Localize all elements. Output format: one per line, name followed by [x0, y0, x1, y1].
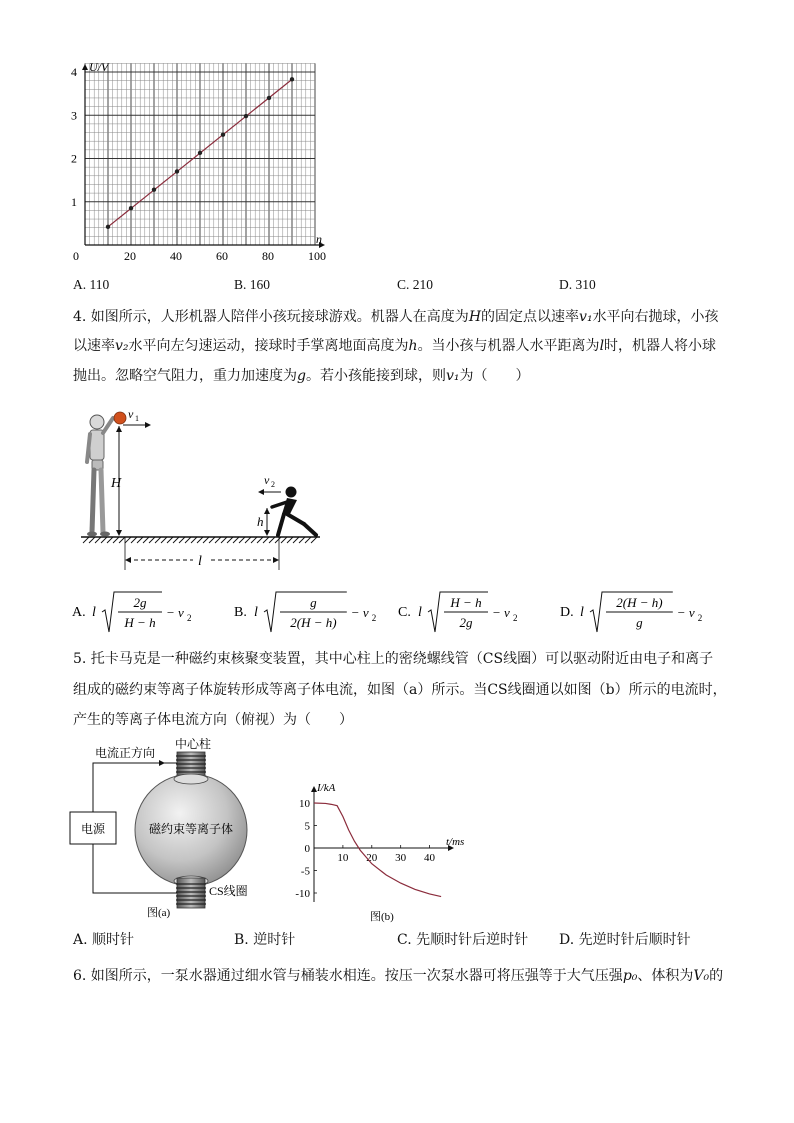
var-h: h	[408, 338, 418, 354]
x-tick-label: 40	[170, 249, 182, 263]
y-tick-label: 0	[304, 843, 310, 855]
fraction-numerator: 2g	[133, 595, 147, 610]
fig-label-v2: v	[264, 473, 270, 487]
q4-text: 的固定点以速率	[481, 309, 580, 325]
q5-line-3: 产生的等离子体电流方向（俯视）为（ ）	[73, 712, 353, 728]
q5-option-d: D. 先逆时针后顺时针	[559, 932, 691, 948]
q4-option-minus-v: − v	[350, 605, 369, 620]
fraction-numerator: H − h	[450, 595, 482, 610]
x-tick-label: 40	[424, 852, 436, 864]
q5-option-c: C. 先顺时针后逆时针	[397, 932, 529, 948]
q4-option-label: C.	[398, 605, 411, 620]
q5-figure-b-svg	[292, 780, 482, 925]
ball-icon	[114, 412, 126, 424]
q5-option-b: B. 逆时针	[234, 932, 296, 948]
data-point	[267, 96, 271, 100]
q4-options-svg	[70, 588, 730, 636]
q4-option-sub: 2	[513, 613, 518, 623]
x-tick-label: 20	[124, 249, 136, 263]
q6-text: 的	[709, 968, 724, 984]
robot-icon	[87, 415, 113, 537]
x-tick-label: 60	[216, 249, 228, 263]
data-point	[129, 206, 133, 210]
y-tick-label: 4	[71, 65, 77, 79]
q4-text: 水平向左匀速运动，接球时手掌离地面高度为	[128, 338, 409, 354]
q4-option-l: l	[254, 605, 258, 620]
q4-text: 水平向右抛球，小孩	[592, 309, 719, 325]
q4-option-label: D.	[560, 605, 574, 620]
var-v2: v₂	[115, 338, 129, 354]
y-tick-label: 5	[304, 820, 310, 833]
q6-line-1	[73, 966, 723, 986]
q5-line-2: 组成的磁约束等离子体旋转形成等离子体电流，如图（a）所示。当CS线圈通以如图（b）所示的电流时，	[73, 682, 727, 698]
label-center-column: 中心柱	[175, 738, 212, 751]
fig-label-v1: v	[128, 407, 134, 421]
q4-text: 时，机器人将小球	[604, 338, 717, 354]
q4-line-2	[73, 336, 716, 356]
caption-fig-b: 图(b)	[370, 911, 394, 923]
q4-option-sub: 2	[697, 613, 703, 623]
q4-option-label: B.	[234, 605, 247, 620]
data-point	[152, 187, 156, 191]
var-v1: v₁	[579, 309, 593, 325]
y-tick-label: -10	[295, 888, 310, 900]
q3-option-a: A. 110	[73, 277, 110, 292]
child-icon	[272, 487, 316, 536]
x-tick-label: 30	[395, 852, 407, 864]
q4-text: 为（ ）	[459, 368, 530, 384]
q4-line-3	[73, 366, 530, 386]
series-line	[314, 803, 441, 897]
q4-text: 抛出。忽略空气阻力，重力加速度为	[73, 368, 297, 384]
y-axis-arrow	[82, 64, 88, 70]
y-tick-label: -5	[300, 865, 310, 878]
q4-figure-svg	[75, 400, 325, 575]
label-power: 电源	[81, 822, 106, 836]
q4-option-minus-v: − v	[166, 605, 184, 620]
q5-option-a: A. 顺时针	[73, 932, 135, 948]
q5-figure-b	[292, 780, 482, 925]
q3-option-d: D. 310	[559, 277, 596, 292]
fraction-denominator: 2(H − h)	[290, 615, 337, 630]
fig-label-H: H	[111, 476, 122, 491]
q3-option-c: C. 210	[397, 277, 434, 292]
y-axis-label: I/kA	[317, 782, 336, 794]
label-current-direction: 电流正方向	[95, 746, 156, 760]
x-tick-label: 20	[366, 852, 378, 864]
data-point	[244, 114, 248, 118]
q4-option-l: l	[580, 605, 584, 620]
q4-options	[70, 588, 730, 636]
y-tick-label: 2	[71, 151, 77, 166]
var-g: g	[297, 368, 306, 384]
x-tick-label: 0	[73, 249, 79, 263]
q4-option-sub: 2	[187, 613, 192, 623]
q4-option-label: A.	[72, 605, 86, 620]
fraction-numerator: 2(H − h)	[616, 595, 663, 610]
data-point	[221, 133, 225, 137]
var-V0: V₀	[693, 968, 710, 984]
q4-text: 4. 如图所示，人形机器人陪伴小孩玩接球游戏。机器人在高度为	[73, 309, 469, 325]
q4-text: 。当小孩与机器人水平距离为	[417, 338, 600, 354]
y-tick-label: 1	[71, 194, 77, 209]
x-tick-label: 100	[308, 249, 326, 263]
var-p0: p₀	[622, 968, 638, 984]
data-point	[290, 77, 294, 81]
var-l: l	[599, 338, 605, 354]
x-axis-label: n	[316, 232, 322, 246]
q4-option-sub: 2	[371, 613, 377, 623]
q4-option-l: l	[418, 605, 422, 620]
fig-label-v2-sub: 2	[271, 480, 275, 489]
q4-option-minus-v: − v	[492, 605, 510, 620]
var-v1: v₁	[445, 368, 460, 384]
q6-text: 6. 如图所示，一泵水器通过细水管与桶装水相连。按压一次泵水器可将压强等于大气压强	[73, 968, 623, 984]
y-axis-label: U/V	[89, 60, 109, 74]
data-point	[175, 169, 179, 173]
q4-figure	[75, 400, 325, 575]
q4-option-minus-v: − v	[676, 605, 695, 620]
q5-line-1: 5. 托卡马克是一种磁约束核聚变装置，其中心柱上的密绕螺线管（CS线圈）可以驱动附近由电子和离子	[73, 651, 714, 667]
q6-text: 、体积为	[637, 968, 694, 984]
fraction-denominator: 2g	[459, 615, 473, 630]
y-tick-label: 10	[299, 798, 310, 810]
fig-label-l: l	[198, 554, 202, 569]
x-tick-label: 80	[262, 249, 274, 263]
q4-text: 。若小孩能接到球，则	[305, 368, 446, 384]
q3-chart-svg	[60, 60, 330, 265]
fig-label-v1-sub: 1	[135, 414, 139, 423]
label-cs-coil: CS线圈	[209, 884, 248, 898]
q3-chart	[60, 60, 330, 265]
q3-option-b: B. 160	[234, 277, 271, 292]
x-tick-label: 10	[337, 852, 349, 864]
fraction-denominator: g	[636, 615, 643, 630]
q5-figure-a-svg	[65, 738, 295, 923]
ground-hatch	[83, 537, 317, 543]
q5-figure-a	[65, 738, 295, 923]
var-H: H	[468, 309, 482, 325]
caption-fig-a: 图(a)	[147, 907, 171, 919]
fraction-denominator: H − h	[124, 615, 156, 630]
q4-option-l: l	[92, 605, 96, 620]
x-axis-label: t/ms	[446, 836, 465, 848]
data-point	[106, 225, 110, 229]
label-plasma: 磁约束等离子体	[149, 822, 234, 836]
fig-label-h: h	[257, 514, 264, 529]
q4-text: 以速率	[73, 338, 115, 354]
q4-line-1	[73, 307, 719, 327]
data-point	[198, 151, 202, 155]
fraction-numerator: g	[310, 595, 317, 610]
y-tick-label: 3	[71, 108, 77, 123]
